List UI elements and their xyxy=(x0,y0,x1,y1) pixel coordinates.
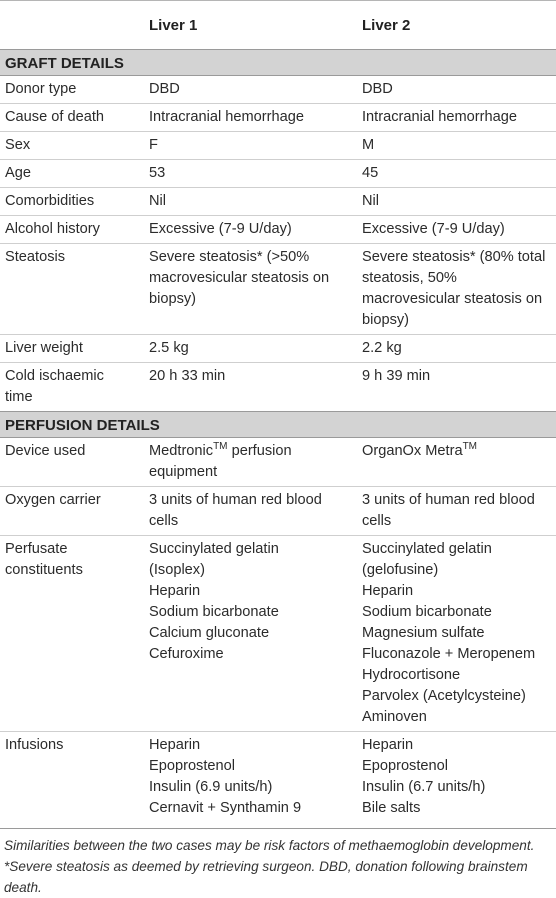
cell-line: Epoprostenol xyxy=(362,758,449,774)
cell-line: Sodium bicarbonate xyxy=(362,604,492,620)
cell-line: macrovesicular steatosis on xyxy=(149,270,330,286)
cell-line: Aminoven xyxy=(362,709,427,725)
liver2-value xyxy=(358,366,556,387)
liver1-value xyxy=(145,163,358,184)
liver1-value xyxy=(145,79,358,100)
row-label xyxy=(0,79,145,100)
table-row xyxy=(0,188,556,216)
cell-line: equipment xyxy=(149,464,218,480)
section-header: PERFUSION DETAILS xyxy=(0,411,556,438)
liver2-value xyxy=(358,107,556,128)
cell-line: Age xyxy=(5,165,31,181)
liver1-value xyxy=(145,441,358,483)
liver1-value xyxy=(145,135,358,156)
row-label xyxy=(0,338,145,359)
cell-line: Succinylated gelatin xyxy=(362,541,492,557)
cell-line: Calcium gluconate xyxy=(149,625,270,641)
cell-line: 3 units of human red blood xyxy=(149,492,322,508)
table-row xyxy=(0,216,556,244)
cell-line: Magnesium sulfate xyxy=(362,625,485,641)
cell-line: Sex xyxy=(5,137,31,153)
cell-line: Succinylated gelatin xyxy=(149,541,279,557)
cell-line: Device used xyxy=(5,443,86,459)
liver2-value xyxy=(358,163,556,184)
cell-line: Nil xyxy=(149,193,167,209)
cell-line: Medtronic™ perfusion xyxy=(149,441,292,459)
cell-line: Fluconazole + Meropenem xyxy=(362,646,536,662)
table-row xyxy=(0,438,556,487)
row-label xyxy=(0,366,145,408)
cell-line: Heparin xyxy=(362,737,414,753)
cell-line: biopsy) xyxy=(362,312,410,328)
cell-line: 53 xyxy=(149,165,166,181)
cell-line: Intracranial hemorrhage xyxy=(149,109,304,125)
cell-line: 20 h 33 min xyxy=(149,368,226,384)
liver1-value xyxy=(145,107,358,128)
cell-line: Insulin (6.9 units/h) xyxy=(149,779,273,795)
cell-line: DBD xyxy=(149,81,180,97)
cell-line: Insulin (6.7 units/h) xyxy=(362,779,486,795)
row-label xyxy=(0,735,145,756)
cell-line: Heparin xyxy=(149,583,201,599)
cell-line: Alcohol history xyxy=(5,221,100,237)
liver2-value xyxy=(358,79,556,100)
section-header: GRAFT DETAILS xyxy=(0,49,556,76)
cell-line: Intracranial hemorrhage xyxy=(362,109,517,125)
cell-line: Comorbidities xyxy=(5,193,95,209)
cell-line: Steatosis xyxy=(5,249,66,265)
cell-line: (gelofusine) xyxy=(362,562,439,578)
table-row xyxy=(0,76,556,104)
cell-line: (Isoplex) xyxy=(149,562,205,578)
liver1-value xyxy=(145,539,358,665)
row-label xyxy=(0,163,145,184)
row-label xyxy=(0,135,145,156)
liver1-value xyxy=(145,219,358,240)
cell-line: constituents xyxy=(5,562,83,578)
row-label xyxy=(0,247,145,268)
header-liver2: Liver 2 xyxy=(362,16,411,34)
cell-line: M xyxy=(362,137,375,153)
row-label xyxy=(0,441,145,462)
table-row xyxy=(0,160,556,188)
liver2-value xyxy=(358,539,556,728)
cell-line: Severe steatosis* (80% total xyxy=(362,249,546,265)
cell-line: macrovesicular steatosis on xyxy=(362,291,543,307)
row-label xyxy=(0,219,145,240)
table-row xyxy=(0,732,556,822)
cell-line: Cause of death xyxy=(5,109,104,125)
liver1-value xyxy=(145,338,358,359)
cell-line: Oxygen carrier xyxy=(5,492,101,508)
liver1-value xyxy=(145,366,358,387)
table-footnote: Similarities between the two cases may be risk factors of methaemoglobin development. *Severe steatosis as deemed by retrieving surgeon. DBD, donation following brainstem death. xyxy=(0,828,556,898)
cell-line: Excessive (7-9 U/day) xyxy=(149,221,292,237)
liver2-value xyxy=(358,219,556,240)
liver2-value xyxy=(358,735,556,819)
table-row xyxy=(0,487,556,536)
cell-line: 3 units of human red blood xyxy=(362,492,535,508)
cell-line: Hydrocortisone xyxy=(362,667,461,683)
liver1-value xyxy=(145,735,358,819)
header-liver1: Liver 1 xyxy=(149,16,198,34)
cell-line: Sodium bicarbonate xyxy=(149,604,279,620)
cell-line: Liver weight xyxy=(5,340,83,356)
cell-line: Cernavit + Synthamin 9 xyxy=(149,800,302,816)
cell-line: DBD xyxy=(362,81,393,97)
table-body xyxy=(0,49,556,822)
row-label xyxy=(0,539,145,581)
table-header xyxy=(0,0,556,49)
cell-line: 9 h 39 min xyxy=(362,368,431,384)
table-row xyxy=(0,363,556,411)
table-row xyxy=(0,104,556,132)
cell-line: Bile salts xyxy=(362,800,421,816)
cell-line: Donor type xyxy=(5,81,77,97)
row-label xyxy=(0,107,145,128)
cell-line: Severe steatosis* (>50% xyxy=(149,249,310,265)
liver2-value xyxy=(358,191,556,212)
cell-line: Epoprostenol xyxy=(149,758,236,774)
cell-line: time xyxy=(5,389,33,405)
table-row xyxy=(0,536,556,732)
cell-line: Infusions xyxy=(5,737,64,753)
cell-line: 2.2 kg xyxy=(362,340,402,356)
cell-line: Heparin xyxy=(362,583,414,599)
cell-line: Excessive (7-9 U/day) xyxy=(362,221,505,237)
liver2-value xyxy=(358,490,556,532)
cell-line: biopsy) xyxy=(149,291,197,307)
liver1-value xyxy=(145,191,358,212)
cell-line: cells xyxy=(362,513,392,529)
cell-line: Cold ischaemic xyxy=(5,368,104,384)
cell-line: OrganOx Metra™ xyxy=(362,441,478,459)
cell-line: Parvolex (Acetylcysteine) xyxy=(362,688,526,704)
cell-line: cells xyxy=(149,513,179,529)
cell-line: Perfusate xyxy=(5,541,68,557)
cell-line: Cefuroxime xyxy=(149,646,224,662)
table-row xyxy=(0,335,556,363)
cell-line: 2.5 kg xyxy=(149,340,189,356)
table-row xyxy=(0,244,556,335)
liver2-value xyxy=(358,135,556,156)
row-label xyxy=(0,490,145,511)
row-label xyxy=(0,191,145,212)
liver2-value xyxy=(358,338,556,359)
cell-line: F xyxy=(149,137,158,153)
cell-line: Heparin xyxy=(149,737,201,753)
table-row xyxy=(0,132,556,160)
liver2-value xyxy=(358,441,556,462)
liver1-value xyxy=(145,247,358,310)
liver1-value xyxy=(145,490,358,532)
cell-line: Nil xyxy=(362,193,380,209)
cell-line: steatosis, 50% xyxy=(362,270,457,286)
cell-line: 45 xyxy=(362,165,379,181)
liver2-value xyxy=(358,247,556,331)
